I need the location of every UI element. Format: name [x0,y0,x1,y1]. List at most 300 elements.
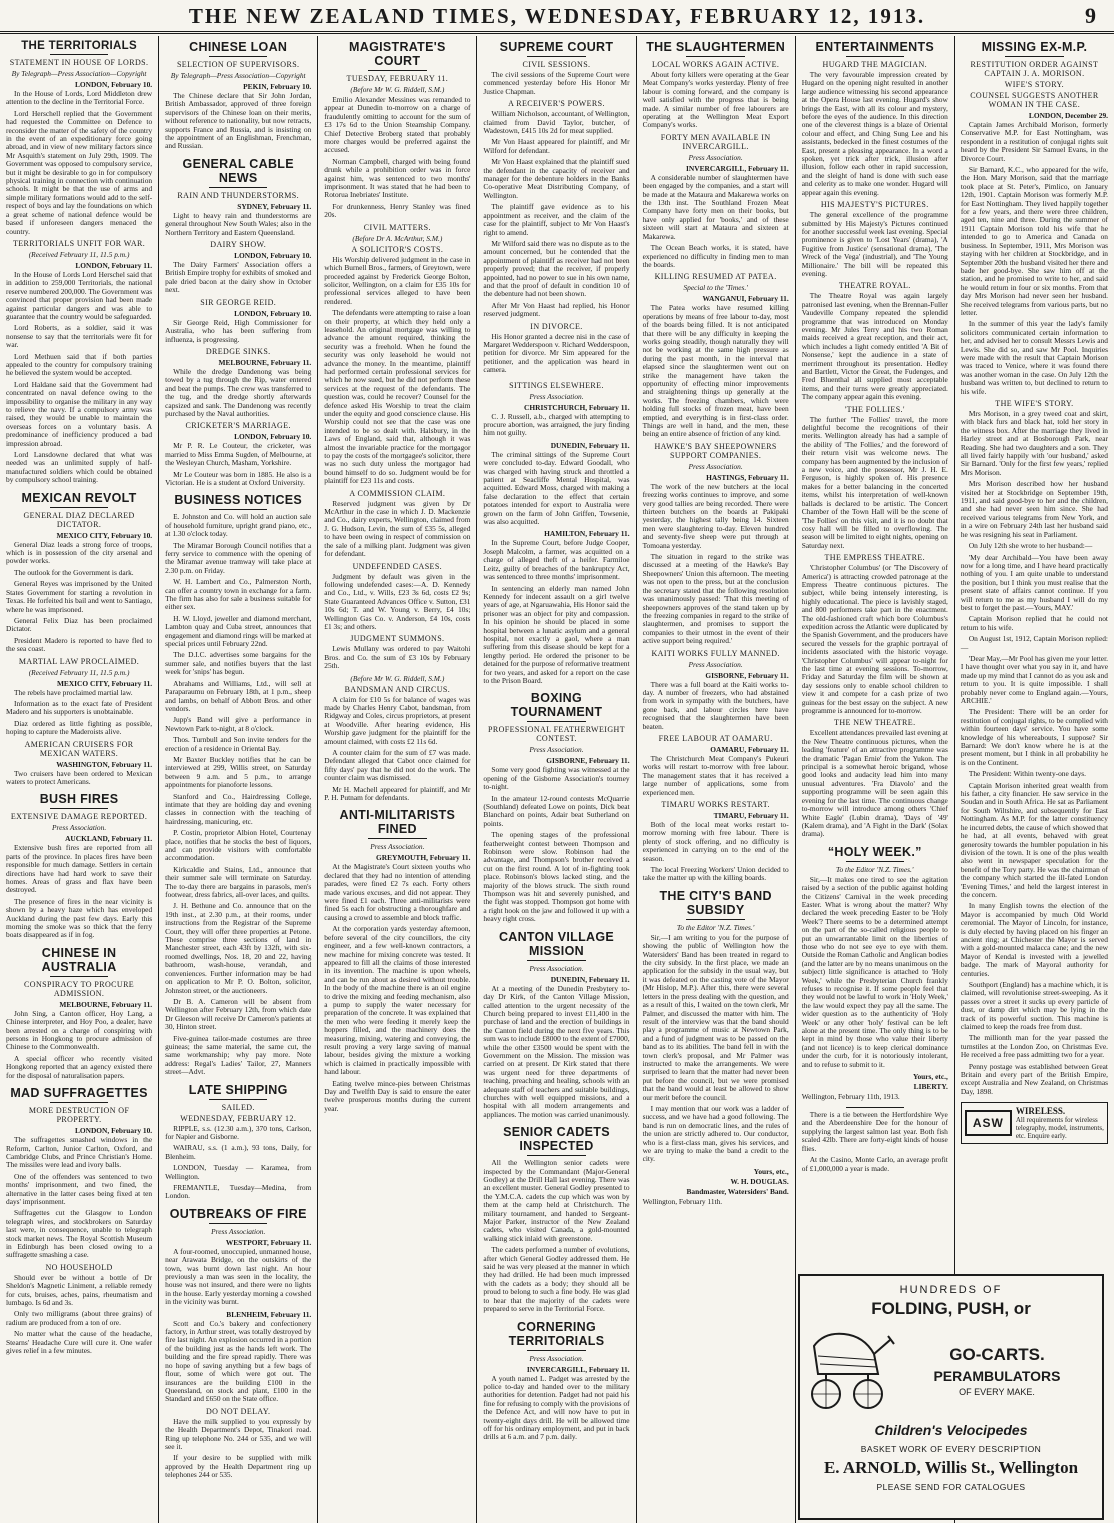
divider [50,976,108,977]
article-outbreaks-of-fire [165,1207,311,1480]
paragraph: Should ever be without a bottle of Dr Sheldon's Magnetic Liniment, a reliable remedy for cuts, bruises, aches, pains, rheumatism and lumbago. Is 6d and 3s. [6,1272,153,1307]
paragraph: Lord Haldane said that the Government had concentrated on naval defence owing to the impossibility to organise the military in any way to relieve the navy. If a compulsory army was raised, they would be unable to maintain the overseas forces on a voluntary basis. A predominance of inefficiency produced a bad impression abroad. [6,379,153,448]
dateline: OAMARU, February 11. [710,744,789,754]
article-chinese-in-australia [6,946,152,1080]
article-supreme-court [483,40,629,375]
article-the-slaughtermen [643,40,789,883]
subheading: MORE DESTRUCTION OF PROPERTY. [28,1106,130,1125]
paragraph: In the Supreme Court, before Judge Cooper, Joseph Malcolm, a farmer, was acquitted on a charge of alleged theft of a heifer. Farmiloe Leitz, guilty of breaches of the bankruptcy Act, was sentenced to three months' imprisonment. [483,538,630,582]
subheading: CRICKETER'S MARRIAGE. [185,421,291,431]
credit: Press Association. [211,1226,266,1236]
dateline: HAMILTON, February 11. [544,529,630,539]
dateline: BLENHEIM, February 11. [226,1309,312,1319]
ad-line-every-make: OF EVERY MAKE. [959,1386,1035,1397]
headline: BUSINESS NOTICES [174,493,303,508]
paragraph: The situation in regard to the strike was discussed at a meeting of the Hawke's Bay Sheepowners' Union this afternoon. The meeting was not open to the press, but at the conclusion the secretary stated that the following resolution was unanimously passed: 'That this meeting of sheepowners approves of the stand taken up by the freezing companies in regard to the strike of slaughtermen, and promises to support the companies to their utmost in the event of their active support being required.' [642,552,789,646]
subheading: HUGARD THE MAGICIAN. [822,60,928,69]
subheading: KAITI WORKS FULLY MANNED. [651,648,780,658]
paragraph: In the amateur 12-round contests McQuarrie (Southland) defeated Lowe on points, Dick beat Blanchard on points, Adair beat Sutherland on points. [483,793,630,828]
dateline: LONDON, February 10. [74,1126,153,1136]
paragraph: After Mr Von Haast had replied, his Honor reserved judgment. [483,300,630,319]
dateline: CHRISTCHURCH, February 11. [524,402,630,412]
headline: OUTBREAKS OF FIRE [169,1206,307,1221]
paragraph: For drunkenness, Henry Stanley was fined 20s. [324,201,471,220]
paragraph: The work of the new butchers at the local freezing works continues to improve, and some very good tallies are being recorded. There were thirteen butchers on the boards at Pakipaki yesterday, the highest tally being 14. Sixteen men were slaughtering to-day. Eleven hundred and seventy-five sheep were put through at Tomoana yesterday. [642,481,789,550]
signature-name: LIBERTY. [913,1082,948,1092]
paragraph: Thos. Turnbull and Son invite tenders for the erection of a residence in Oriental Bay. [165,735,312,753]
ad-line-arnold: E. ARNOLD, Willis St., Wellington [823,1458,1079,1477]
paragraph: C. J. Russell, a.b., charged with attempting to procure abortion, was arraigned, the jury finding him not guilty. [483,411,630,438]
paragraph: At a meeting of the Dunedin Presbytery to-day Dr Kirk, of the Canton Village Mission, called attention to the urgent necessity of the Church being prepared to invest £11,400 in the purchase of land and the erection of buildings in the Canton field during the next five years. This sum was to include £8000 to the extent of £7000, while the other £3500 would be spent with the Government on the Mission. The mission was carried on at present. Dr Kirk stated that there was urgent need for three departments of teaching, preaching and healing, schools with an adequate staff of teachers and suitable buildings, churches with well equipped missions, and a hospital with all modern arrangements and appliances. The motion was carried unanimously. [483,983,630,1119]
paragraph: LONDON, Tuesday — Karamea, from Wellington. [165,1163,312,1181]
subheading: EXTENSIVE DAMAGE REPORTED. [10,812,148,822]
paragraph: Five-guinea tailor-made costumes are three guineas; the same material, the same cut, the same workmanship; why pay more. Note address: Regal's Ladies' Tailor, 27, Manners street—Advt. [165,1033,312,1077]
headline: THE CITY'S BAND SUBSIDY [659,888,772,917]
paragraph: 'My dear Archibald—You have been away now for a long time, and I have heard practically nothing of you. I am quite unable to understand the position, but I think you must realise that the present state of affairs cannot continue. If you will return to me as my husband I will do my best to forget the past.—Yours, MAY.' [960,552,1108,612]
dateline: LONDON, December 29. [1028,111,1108,120]
subheading: WIFE'S STORY. [1004,80,1065,89]
article-canton-village-mission [483,930,629,1120]
subheading: DREDGE SINKS. [205,346,271,356]
ad-middle-row [804,1322,1098,1418]
dateline: LONDON, February 11. [75,260,153,270]
paragraph: The further 'The Follies' travel, the more delightful become the recognitions of their merits. Wellington already has had a sample of the ability of 'The Follies,' and the foreword of their return visit was welcome news. The company has been augmented by the inclusion of a new voice, and the possessor, Mr J. H. E. Ferguson, is highly spoken of. His presence makes for a better balancing in the concerted items, whilst his interpretation of well-known ballads is declared to be artistic. The Concert Chamber of the Town Hall will be the scene of 'The Follies' on this visit, and it is no doubt that cosy hall will be filled to overflowing. The season will be limited to eight nights, opening on Saturday next. [801,414,948,550]
paragraph: Reserved judgment was given by Dr McArthur in the case in which J. D. Mackenzie and Co., dairy experts, Wellington, claimed from J. G. Hudson, Levin, the sum of £35 5s, alleged to have been owing in respect of commission on the sale of a milking plant. Judgment was given for defendant. [324,498,471,559]
article-mad-suffragettes [6,1086,152,1355]
subheading: DO NOT DELAY. [206,1406,271,1416]
subheading: HIS MAJESTY'S PICTURES. [820,200,929,210]
paragraph: Lord Herschell replied that the Government had requested the Committee on Defence to reconsider the matter of the safety of the country in the event of an expeditionary force going abroad, and in view of new military factors since Mr Asquith's statement on July 29th, 1909. The Government was opposed to compulsory service, but it might be desirable to go in for compulsory physical training in connection with continuation schools. It might be that the use of arms and simple military formations would add to the self-respect of boys and lay the foundations on which a great scheme of national defence would be based if unforeseen dangers menaced the country. [6,108,153,236]
column-4 [477,36,636,1523]
subheading: STATEMENT IN HOUSE OF LORDS. [9,58,149,67]
subheading: FREE LABOUR AT OAMARU. [658,733,773,743]
credit: By Telegraph—Press Association—Copyright [170,71,306,80]
paragraph: Mrs Morison, in a grey tweed coat and skirt, with black furs and black hat, told her story in the witness box. After the marriage they lived in Harley street and at Bosborough Park, near Reading. She had two daughters and a son. They all lived fairly happily with 'our husband,' asked Sir Barnard. 'Only for the first few years,' replied Mrs Morison. [960,409,1108,477]
wireless-logo: ASW [965,1110,1012,1136]
paragraph: In sentencing an elderly man named John Kennedy for indecent assault on a girl twelve years of age, at Ngaruawahia, His Honor said the prisoner was an object for pity and compassion. In his opinion he should be placed in some hospital between a lunatic asylum and a general hospital, not exactly a gaol, where a man suffering from this disease should be kept for a lengthy period. He ordered the prisoner to be detained for the purpose of reformative treatment for two years, and asked for a report on the case to the Prison Board. [483,583,630,685]
article-missing-ex-mp [961,40,1108,1096]
subheading: BANDSMAN AND CIRCUS. [344,684,451,694]
divider [209,187,267,188]
dateline: AUCKLAND, February 11. [65,834,153,844]
paragraph: The Miramar Borough Council notifies that a ferry service to commence with the opening of the Miramar avenue tramway will take place at 2.30 p.m. on Friday. [165,540,312,575]
subheading: THE NEW THEATRE. [834,718,916,728]
column-3 [318,36,477,1523]
article-holy-week [802,845,948,1101]
paragraph: The rebels have proclaimed martial law. [14,687,133,697]
headline: “HOLY WEEK.” [827,844,922,859]
subheading: A COMMISSION CLAIM. [349,488,446,498]
paragraph: Two cruisers have been ordered to Mexican waters to protect Americans. [6,768,153,786]
signature-name: W. H. DOUGLAS. [730,1176,789,1186]
subheading: IN DIVORCE. [530,321,583,331]
presiding-note: (Before Dr A. McArthur, S.M.) [352,233,443,243]
paragraph: The local Freezing Workers' Union decided to take the matter up with the killing boards. [642,865,789,883]
paragraph: At the Magistrate's Court sixteen youths who declared that they had no intention of attending parades, were fined £2 7s each. Forty others made various excuses, and did not appear. They were fined £1 each. Three anti-militarists were fined 5s each for obstructing a thoroughfare and causing a crowd to assemble and block traffic. [324,862,471,922]
subheading: THE EMPRESS THEATRE. [824,553,926,563]
paragraph: The presence of fires in the near vicinity is shown by a heavy haze which has enveloped Auckland during the past few days. Early this morning the smoke was so thick that the ferry boats disappeared as if in fog. [6,896,153,940]
paragraph: The defendants were attempting to raise a loan on their property, at which they held only a leasehold. An original mortgage was willing to advance the amount required, thinking the security was a freehold. When he found the security was only leasehold he would not advance the money. In the meantime, plaintiff had performed certain professional services for which he now sued, but he did not perform these services at the request of the defendants. The question was, could he recover? Counsel for the defence asked His Worship to treat the claim under the equity and good conscience clause. His Worship could not see that the case was one intended to be so dealt with. Halsbury, in the Laws of England, said that, although it was almost the invariable practice for the mortgagor to pay the costs of the mortgagee's solicitor, there was no such duty unless the mortgagor had bound himself to do so. Judgment would be for plaintiff for £23 11s and costs. [324,308,471,486]
paragraph: Suffragettes cut the Glasgow to London telegraph wires, and stockbrokers on Saturday last were, in consequence, unable to telegraph stock market news. The Royal Scottish Museum in Edinburgh has been closed owing to a suffragette smashing a case. [6,1208,153,1260]
paragraph: While the dredge Dandenong was being towed by a tug through the Rip, water entered and beat the pumps. The crew was transferred to the tug, and the dredge shortly afterwards capsized and sank. The Dandenong was recently purchased by the Naval authorities. [165,366,312,418]
divider [846,56,904,57]
subheading: AMERICAN CRUISERS FOR MEXICAN WATERS. [24,739,134,758]
paragraph: The Chinese declare that Sir John Jordan, British Ambassador, approved of three foreign supervisors of the Chinese loan on their merits, without reference to nationality, but now retracts, supports France and Russia, and is insisting on the appointment of an Englishman, Frenchman, and Russian. [165,91,312,151]
paragraph: The Patea works have resumed killing operations by means of free labour to-day, most of the boards being filled. It is not anticipated that there will be any difficulty in keeping the works going steadily, though naturally they will not be working at the same high pressure as during the past month, in the interval that elapsed since the slaughtermen went out on strike the management have taken the opportunity of effecting minor improvements and straightening things up generally at the works. The freezing chambers, which were holding full stocks of frozen meat, have been emptied, and everything is in first-class order. Things are well in hand, and the men, these being an entire absence of friction of any kind. [642,303,789,439]
subheading: GENERAL DIAZ DECLARED DICTATOR. [23,510,135,529]
divider [209,56,267,57]
headline: MISSING EX-M.P. [981,40,1088,54]
paragraph: A counter claim for the sum of £7 was made. Defendant alleged that Cabot once claimed for fifty days' pay that he did not do the work. The counter claim was dismissed. [324,748,471,783]
dateline: LONDON, February 10. [74,80,153,89]
paragraph: No matter what the cause of the headache, Stearns' Headache Cure will cure it. One wafer gives relief in a few minutes. [6,1329,153,1356]
headline: CORNERING TERRITORIALS [508,1319,605,1348]
paragraph: The D.I.C. advertises some bargains for the summer sale, and notifies buyers that the last week for 'snips' has begun. [165,650,312,677]
dateline: GISBORNE, February 11. [705,670,789,680]
paragraph: All the Wellington senior cadets were inspected by the Commandant (Major-General Godley) at the Drill Hall last evening. There was an excellent muster. General Godley presented to the Y.M.C.A. cadets the cup which was won by them at the camp held at Christchurch. The military tournament, and handed to Sergeant-Major Parker, instructor of the New Zealand cadets, who visited Canada, a gold-mounted walking stick inlaid with greenstone. [483,1158,630,1243]
paragraph: Mr H. Machell appeared for plaintiff, and Mr P. H. Putnam for defendants. [324,784,471,803]
ad-line-hundreds: HUNDREDS OF [899,1284,1003,1296]
credit: Press Association. [688,659,743,669]
divider [50,507,108,508]
credit: Special to the 'Times.' [683,283,748,293]
dateline: PEKIN, February 10. [243,82,312,91]
paragraph: Jupp's Band will give a performance in Newtown Park to-night, at 8 o'clock. [165,715,312,733]
subheading: TIMARU WORKS RESTART. [661,800,770,809]
perambulator-icon [804,1326,896,1414]
presiding-note: (Before Mr W. G. Riddell, S.M.) [350,85,445,94]
dateline: DUNEDIN, February 11. [550,974,630,984]
headline: BOXING TOURNAMENT [510,691,603,720]
paragraph: Excellent attendances prevailed last evening at the New Theatre continuous pictures, when the leading 'feature' of an attractive programme was the dramatic 'Pagan Ernie' from the Yukon. The principal is a somewhat heroic brigand, whose good looks and audacity lead him into many unusual adventures. 'Fra Diavolo' and the supporting programme will be seen again this evening for the last time. The continuous change to-morrow will introduce among others 'Chief White Eagle' (Lubin drama), 'Days of '49' (Kalem drama), and 'A Fight in the Dark' (Solax drama). [801,728,948,839]
paragraph: A youth named L. Padget was arrested by the police to-day and handed over to the military authorities for detention. Padget had not paid his fine for refusing to comply with the provisions of the Defence Act, and will now have to put in twenty-eight days drill. He will be allowed time off for his ordinary employment, and put in back drills at 6 a.m. and 7 p.m. daily. [483,1373,630,1442]
dateline: INVERCARGILL, February 11. [686,163,789,173]
dateline: MELBOURNE, February 11. [218,357,312,367]
paragraph: Information as to the exact fate of President Madero and his supporters is unobtainable. [6,698,153,717]
subheading: THEATRE ROYAL. [838,281,911,291]
subheading: NO HOUSEHOLD [45,1262,113,1272]
paragraph: The plaintiff gave evidence as to his appointment as receiver, and the claim of the case for the plaintiff, subject to Mr Von Haast's right to amend. [483,202,630,237]
subheading: CONSPIRACY TO PROCURE ADMISSION. [24,979,135,998]
subheading: JUDGMENT SUMMONS. [350,634,445,644]
paragraph: About forty killers were operating at the Gear Meat Company's works yesterday. Plenty of free labour is coming forward, and the company is well satisfied with the progress that is being made. A similar number of free labourers are operating at the Wellington Meat Export Company's works. [642,70,789,130]
paragraph: On July 12th she wrote to her husband:— [968,541,1093,551]
subheading: FORTY MEN AVAILABLE IN INVERCARGILL. [660,132,771,151]
subheading: A SOLICITOR'S COSTS. [351,244,444,254]
subheading: THE WIFE'S STORY. [995,399,1074,408]
letter-date: Wellington, February 11th. [642,1196,723,1206]
arnold-advertisement [798,1274,1104,1520]
paragraph: The cadets performed a number of evolutions, after which General Godley addressed them. He said he was very pleased at the manner in which they had drilled. He had been much impressed with the cadets as a body; they should all be proud to belong to such a fine body. He was glad to hear that the majority of the cadets were prepared to serve in the Territorial Force. [483,1245,630,1314]
subheading: SITTINGS ELSEWHERE. [509,380,604,390]
wireless-body: All requirements for wireless telegraphy, model, instruments, etc. Enquire early. [1015,1116,1104,1141]
dateline: WANGANUI, February 11. [702,294,789,304]
paragraph: The Theatre Royal was again largely patronised last evening, when the Brennan-Fuller Vaudeville Company repeated the splendid programme that was introduced on Monday evening. Mr Jules Terry and his two Roman maids received a great reception, and their act, which includes a light comedy entitled 'A Bit of Nonsense,' kept the audience in a state of merriment throughout its presentation. Hedley and Bartlett, Victor the Great, the Fudenges, and Fred Bluenthal all supplied most acceptable items, and their turns were greatly appreciated. The company appear again this evening. [801,291,948,402]
article-territorials [6,40,152,485]
headline: SENIOR CADETS INSPECTED [503,1125,610,1154]
paragraph: General Reyes was imprisoned by the United States Government for starting a revolution in Texas. He forfeited his bail and went to Santiago, where he was imprisoned. [6,579,153,614]
paragraph: The general excellence of the programme submitted by His Majesty's Pictures continued for another successful week last evening. Special prominence is given to 'Lost Years' (drama), 'A Fugitive from Justice' (sensational drama), 'The Wreck of the Vega' (industrial), and 'The Young Millionaire.' The bill will be repeated this evening. [801,210,948,278]
headline: MAD SUFFRAGETTES [10,1086,148,1101]
paragraph: Mrs Morison described how her husband visited her at Stockbridge on September 19th, 1911, and said good-bye to her and the children, and she had never seen him since. She had received various telegrams from New York, and in a wire on February 24th last her husband said he was resigning his seat in Parliament. [960,479,1108,539]
subheading: SELECTION OF SUPERVISORS. [176,60,300,69]
credit: Press Association. [529,1353,584,1363]
dateline: LONDON, February 10. [234,432,312,442]
credit: By Telegraph—Press Association—Copyright [11,69,147,78]
article-entertainments [802,40,948,839]
masthead [0,0,1114,34]
headline: CHINESE LOAN [189,40,288,54]
paragraph: Have the milk supplied to you expressly by the Health Department's Depot, Tinakori road. Ring up telephone No. 244 or 535, and we will see it. [165,1416,312,1451]
headline: THE TERRITORIALS [21,40,137,52]
paragraph: RIPPLE, s.s. (12.30 a.m.), 370 tons, Carlson, for Napier and Gisborne. [165,1123,312,1141]
paragraph: A four-roomed, unoccupied, unmanned house, near Arawata Bridge, on the outskirts of the town, was burnt down last night. An hour previously a man was seen in the locality, the house was not insured, and there were no lights in the house. Early yesterday morning a cowshed in the vicinity was burnt. [165,1246,312,1307]
paragraph: Sir,—I am writing to you for the purpose of showing the public of Wellington how the Watersiders' Band has been treated in regard to the city subsidy. In the first place, we made an application for the subsidy in the usual way, but it was defeated on the casting vote of the Mayor (Mr Hislop, M.P.). After this, there were several letters in the press dealing with the question, and as a result of this, I waited on the town clerk, Mr Palmer, and discussed the matter with him. The result of the interview was that the band should play a programme of music at Newtown Park, and a fund of judgment was to be passed on the band as to its abilities. The band fell in with the town clerk's proposal, and Mr Palmer was instructed to make the arrangements. We were surprised to learn that the matter had never been put before the council, but we were promised that the band would at least be allowed to show our merit before the council. [642,932,789,1102]
dateline: SYDNEY, February 11. [237,201,312,211]
paragraph: E. Johnston and Co. will hold an auction sale of household furniture, upright grand piano, etc., at 1.30 o'clock today. [165,512,312,539]
paragraph: At the Casino, Monte Carlo, an average profit of £1,000,000 a year is made. [801,1155,948,1173]
paragraph: I may mention that our work was a ladder of success, and we have had a good following. The band is run on democratic lines, and the rules of the union are strictly adhered to. Our conductor, who is a first-class man, gives his services, and we are trying to make the band a credit to the city. [642,1103,789,1164]
paragraph: In many English towns the election of the Mayor is accompanied by much Old World ceremonial. The Mayor of Lincoln, for instance, is duly elected by having placed on his finger an ancient ring; at Chichester the Mayor is served with a gold-mounted malacca cane; and the new Mayor of Kendal is invested with a jewelled badge. The mark of Mayoral authority for centuries. [960,901,1108,978]
paragraph: WAIRAU, s.s. (1 a.m.), 93 tons, Daily, for Blenheim. [165,1143,312,1161]
dateline: MEXICO CITY, February 10. [56,530,153,540]
paragraph: Emilio Alexander Messines was remanded to appear at Dunedin to-morrow on a charge of fraudulently omitting to account for the sum of £3 17s 6d to the Union Steamship Company. Chief Detective Broberg stated that probably more charges would be preferred against the accused. [324,95,471,155]
credit: Press Association. [370,842,425,852]
paragraph: Captain James Archibald Morison, formerly Conservative M.P. for East Nottingham, was respondent in a restitution of conjugal rights suit heard by the President Sir Samuel Evans, in the Divorce Court. [960,120,1108,163]
subheading: RAIN AND THUNDERSTORMS. [177,190,299,200]
paragraph: Extensive bush fires are reported from all parts of the province. In places fires have been responsible for much damage. Settlers in certain directions have had hard work to save their homes. Areas of grass and flax have been destroyed. [6,843,153,895]
article-anti-militarists-fined [324,808,470,1113]
credit: Press Association. [688,461,743,471]
paragraph: A special officer who recently visited Hongkong reported that an agency existed there for the disposal of naturalisation papers. [6,1053,153,1080]
divider [368,838,426,839]
headline: LATE SHIPPING [188,1082,288,1097]
paragraph: William Nicholson, accountant, of Wellington, claimed from David Taylor, butcher, of Wadestown, £415 10s 2d for meat supplied. [483,109,630,136]
headline: ANTI-MILITARISTS FINED [339,808,456,837]
divider [846,1107,904,1108]
letter-date: Wellington, February 11th, 1913. [801,1092,900,1102]
paragraph: Captain Morison inherited great wealth from his father, a city financier. He saw service in the Soudan and in South Africa. He sat as Parliament for South Wiltshire, and subsequently for East Nottingham. As M.P. for the latter constituency he incurred debts, the cause of which showed that he had, at all events, behaved with great generosity towards the humbler population in his division of the town. It is one of the plus wealth also went in newspaper speculation for the benefit of the Tory party. He was the chairman of the company which started the ill-fated London 'Evening Times,' and held the largest interest in the concern. [960,780,1108,899]
paragraph: Lewis Mullany was ordered to pay Waitohi Bros. and Co. the sum of £3 10s by February 25th. [324,644,471,671]
paragraph: Stanford and Co., Hairdressing College, intimate that they are holding day and evening classes in connection with the teaching of hairdressing, manicuring, etc. [165,791,312,826]
paragraph: One of the offenders was sentenced to two months' imprisonment, and two fined, the alternative in the latter cases being fixed at ten days' imprisonment. [6,1171,153,1206]
paragraph: Norman Campbell, charged with being found drunk while a prohibition order was in force against him, was sentenced to two months' imprisonment. It was stated that he had been to Rotorua Inebriates' Institute. [324,156,471,200]
page-number: 9 [1085,3,1096,28]
paragraph: There was a full board at the Kaiti works to-day. A number of freezers, who had abstained from work in sympathy with the butchers, have gone back, and labour circles here have recognised that the slaughtermen have been beaten. [642,679,789,731]
credit: Press Association. [529,963,584,973]
headline: SUPREME COURT [499,40,614,54]
paragraph: Sir Barnard, K.C., who appeared for the wife, the Hon. Mary Morison, said that the marriage took place at St. Peter's, Pimlico, on January 12th, 1901. Captain Morison was formerly M.P. for East Nottingham. They lived happily together for a few years, and there were three children, aged ten, nine and three. During the summer of 1911 Captain Morison told his wife that he intended to go to America and Canada on business. In September, 1911, Mrs Morison was staying with her children at Stockbridge, and in September 20th the husband visited her there and bade her good-bye. She saw him off at the station, and he promised to write to her, and said he would return in four or six months. From that day Mrs Morison had never seen her husband. She received telegrams from various parts, but no letter. [960,165,1108,317]
article-late-shipping [165,1083,311,1201]
headline: CHINESE IN AUSTRALIA [41,945,117,974]
subheading: SIR GEORGE REID. [200,297,277,307]
divider [527,960,585,961]
subheading: A RECEIVER'S POWERS. [508,99,605,109]
credit: Press Association. [529,391,584,401]
divider [527,1155,585,1156]
divider [209,509,267,510]
divider [50,808,108,809]
article-mexican-revolt [6,491,152,787]
paragraph: In the House of Lords, Lord Middleton drew attention to the decline in the Territorial Force. [6,89,153,107]
headline: MAGISTRATE'S COURT [349,40,446,68]
dateline: WASHINGTON, February 11. [56,759,153,769]
subheading: HAWKE'S BAY SHEEPOWNERS SUPPORT COMPANIES. [654,441,777,460]
paragraph: His Honor granted a decree nisi in the case of Margaret Wedderspoon v. Richard Wedderspoon, petition for divorce. Mr Sim appeared for the petitioner, and the application was heard in camera. [483,331,630,375]
paragraph: The President: Within twenty-one days. [968,769,1087,779]
signoff: Yours, etc., [753,1166,789,1176]
paragraph: General Felix Diaz has been proclaimed Dictator. [6,615,153,634]
paragraph: Kirkcaldie and Stains, Ltd., announce that their summer sale will terminate on Saturday. The to-day there are bargains in parasols, men's footwear, dress fabrics, all-over laces, and quilts. [165,864,312,900]
received-note: (Received February 11, 11.5 p.m.) [28,249,130,259]
paragraph: FREMANTLE, Tuesday—Medina, from London. [165,1183,312,1201]
dateline: LONDON, February 10. [234,308,312,318]
divider [527,721,585,722]
subheading: DAIRY SHOW. [210,240,267,250]
subheading: MARTIAL LAW PROCLAIMED. [18,656,140,666]
salutation: To the Editor 'N.Z. Times.' [676,922,755,932]
dateline: GREYMOUTH, February 11. [375,853,471,863]
paragraph: The Christchurch Meat Company's Pukeuri works will restart to-morrow with free labour. The management states that it has received a large number of applications, some from experienced men. [642,753,789,797]
article-chinese-loan [165,40,311,151]
presiding-note: (Before Mr W. G. Riddell, S.M.) [350,673,445,683]
divider [209,1223,267,1224]
paragraph: Judgment by default was given in the following undefended cases:—A. D. Kennedy and Co., Ltd., v. Wills, £23 3s 6d, costs £2 9s; State Guaranteed Advances Office v. Sutton, £31 10s 6d; T. and W. Young v. Berry, £4 10s; Wellington Gas Co. v. Anderson, £4 10s, costs £1 3s; and others. [324,571,471,631]
dateline: MEXICO CITY, February 11. [56,678,153,688]
dateline: HASTINGS, February 11. [706,472,789,482]
paragraph: Abrahams and Williams, Ltd., will sell at Paraparaumu on February 18th, at 1 p.m., sheep and lambs, on behalf of Abbott Bros. and other vendors. [165,678,312,713]
paragraph: Mr Wilford said there was no dispute as to the amount concerned, but he contended that the appointment of plaintiff as receiver had not been properly proved; that the receiver, if properly appointed, had no power to sue in his own name, and that the proof of default in condition 10 of the debenture had not been shown. [483,238,630,299]
ad-line-basket-work: BASKET WORK OF EVERY DESCRIPTION [860,1444,1042,1454]
paragraph: J. H. Bethune and Co. announce that on the 19th inst., at 2.30 p.m., at their rooms, under instructions from the Registrar of the Supreme Court, they will offer three properties at Petone. These comprise three sections of land in Manchester street, each 43ft by 132ft, with six-roomed dwellings, Nos. 18, 20 and 22, having bathroom, wash-house, verandah, and conveniences. Further information may be had on application to Mr P. O. Bolton, solicitor, Johnston street, or the auctioneers. [165,901,312,995]
article-magistrates-court [324,40,470,802]
paragraph: Sir George Reid, High Commissioner for Australia, who has been suffering from influenza, is progressing. [165,317,312,344]
ad-line-gocarts: GO-CARTS. [949,1344,1045,1364]
headline: CANTON VILLAGE MISSION [498,929,615,958]
subheading: UNDEFENDED CASES. [352,561,443,571]
subheading: PROFESSIONAL FEATHERWEIGHT CONTEST. [487,725,625,744]
subheading: SAILED. [221,1102,255,1112]
subheading: CIVIL SESSIONS. [522,60,591,69]
paragraph: Mr Von Haast explained that the plaintiff sued the defendant in the capacity of receiver and manager for the debenture holders in the Banks Co-operative Meat Distributing Company, of Wellington. [483,157,630,200]
article-sittings-elsewhere [483,381,629,686]
divider [527,1350,585,1351]
signoff: Yours, etc., [912,1072,948,1082]
paragraph: The Dairy Farmers' Association offers a British Empire trophy for exhibits of smoked and pale dried bacon at the dairy show in October next. [165,260,312,295]
paragraph: John Sing, a Canton officer, Hoy Lang, a Chinese interpreter, and Hoy Poo, a dealer, have been arrested on a charge of conspiring with persons in Hongkong to procure admission of Chinese to the Commonwealth. [6,1008,153,1052]
dateline: WESTPORT, February 11. [225,1237,312,1247]
paragraph: In the summer of this year the lady's family solicitors communicated certain information to her, and advised her to consult Messrs Lewis and Lewis. She did so, and saw Mr Pool. Inquiries were made with the result that Captain Morison was traced to Venice, where it was found there was another woman in the case. On July 12th the husband was written to, but declined to return to his wife. [960,319,1108,396]
article-general-cable-news [165,157,311,488]
credit: Press Association. [688,152,743,162]
divider [686,919,744,920]
dateline: WEDNESDAY, FEBRUARY 12. [180,1113,297,1123]
dateline: LONDON, February 10. [234,251,312,261]
paragraph: Lord Roberts, as a soldier, said it was nonsense to say that the territorials were fit for war. [6,323,153,350]
paragraph: His Worship delivered judgment in the case in which Burnell Bros., farmers, of Greytown, were proceeded against by Frederick George Bolton, solicitor, Wellington, on a claim for £35 10s for professional services alleged to have been rendered. [324,254,471,306]
article-cornering-territorials [483,1320,629,1442]
paragraph: A considerable number of slaughtermen have been engaged by the companies, and a start will be made at the Mataura and Makarewa works on the 13th inst. The Southland Frozen Meat Company have forty men on their books, but have only applied for 'books,' and of these sixteen will start at Mataura and sixteen at Makarewa. [642,172,789,241]
paragraph: Both of the local meat works restart to-morrow morning with free labour. There is plenty of stock offering, and no difficulty is experienced in carrying on to the end of the season. [642,820,789,863]
headline: MEXICAN REVOLT [21,490,137,505]
subheading: LOCAL WORKS AGAIN ACTIVE. [651,60,780,69]
paragraph: General Diaz leads a strong force of troops, which is in possession of the city arsenal and powder works. [6,539,153,566]
paragraph: P. Costin, proprietor Albion Hotel, Courtenay place, notifies that he stocks the best of liquors, and can provide visitors with comfortable accommodation. [165,828,312,863]
article-business-notices [165,493,311,1076]
ad-line-perambulators: PERAMBULATORS [933,1367,1061,1384]
subheading: TERRITORIALS UNFIT FOR WAR. [12,238,146,248]
headline: GENERAL CABLE NEWS [182,156,294,185]
subheading: RESTITUTION ORDER AGAINST CAPTAIN J. A. MORISON. [970,60,1099,78]
salutation: To the Editor 'N.Z. Times.' [836,864,914,874]
paragraph: Mr Le Couteur was born in 1885. He also is a Victorian. He is a student at Oxford University. [165,469,312,487]
divider [50,1102,108,1103]
wireless-title: WIRELESS. [1015,1106,1066,1117]
subheading: KILLING RESUMED AT PATEA. [654,272,777,282]
paragraph: Mr Von Haast appeared for plaintiff, and Mr Wilford for defendant. [483,137,630,155]
paragraph: Sir,—It makes one tired to see the agitation raised by a section of the public against holding the Citizens' Carnival in the week preceding Easter. What is wrong about the matter? Why declared the week preceding Easter to be 'Holy Week'? There seems to be a determined attempt on the part of the so-called religious people to put an unwarrantable limit on the liberties of those who do not see eye to eye with them. Outside the Roman Catholic and Anglican bodies (and the latter are by no means unanimous on the subject) little significance is attached to 'Holy Week,' while the Presbyterian Church frankly refuses to recognise it. If some people feel that they would not be lawful to work in 'Holy Week,' the law would expect they pay all the same. The wider question as to the authenticity of 'Holy Week' or any other 'holy' festival can be left alone at the present time. The only thing is to be kept in mind by those who value their liberty (and not licence) is to keep clerical dominance under the curb, for it is notoriously intolerant, and to refuse to submit to it. [801,874,948,1069]
paragraph: Lord Lansdowne declared that what was needed was an unlimited supply of half-manufactured soldiers which could be obtained by compulsory school training. [6,450,153,485]
credit: Press Association. [529,745,584,755]
paragraph: There is a tie between the Hertfordshire Wye and the Aberdeenshire Dee for the honour of supplying the largest salmon last year. Both fish scaled 42lb. There are forty-eight kinds of house flies. [801,1110,948,1153]
divider [50,54,108,55]
paragraph: The outlook for the Government is dark. [14,567,134,577]
column-5 [637,36,796,1523]
paragraph: 'Christopher Columbus' (or 'The Discovery of America') is attracting crowded patronage at the Empress Theatre continuous pictures. The subject, while being intensely interesting, is highly educational. The piece is lavishly staged, and 800 performers take part in the enactment. The old-fashioned craft which bore Columbus's expedition across the Atlantic were duplicated by the Spanish Government, and the producers have secured the vessels for the graphic portrayal of incidents associated with the historic voyage. 'Christopher Columbus' will appear to-night for the last time at evening sessions. To-morrow, Friday and Saturday the film will be shown at day sessions only to enable school children to view it and compete for a cash prize of two guineas for the best essay on the subject. A new programme is announced for to-morrow. [801,563,948,716]
paragraph: If your desire to be supplied with milk approved by the Health Department ring up telephones 244 or 535. [165,1453,312,1480]
paragraph: The millionth man for the year passed the turnstiles at the London Zoo, on Christmas Eve. He received a free pass admitting two for a year. [960,1033,1108,1060]
paragraph: Light to heavy rain and thunderstorms are general throughout New South Wales; also in the Northern Territory and Eastern Queensland. [165,210,312,237]
received-note: (Received February 11, 11.5 p.m.) [28,667,130,677]
credit: Press Association. [51,823,107,833]
paragraph: Captain Morison replied that he could not return to his wife. [960,614,1108,632]
dateline: INVERCARGILL, February 11. [526,1364,630,1374]
paragraph: Only two milligrams (about three grains) of radium are produced from a ton of ore. [6,1309,153,1327]
ad-line-folding: FOLDING, PUSH, or [871,1299,1031,1318]
dateline: MELBOURNE, February 11. [59,999,153,1009]
paragraph: Mr P. R. Le Couteur, the cricketer, was married to Miss Emma Sugden, of Melbourne, at the Wesleyan Church, Masham, Yorkshire. [165,441,312,468]
divider [368,70,426,71]
dateline: TUESDAY, FEBRUARY 11. [346,74,449,83]
paragraph: The President: There will be an order for restitution of conjugal rights, to be complied with within fourteen days' service. You have some knowledge of his whereabouts, I suppose? Sir Barnard: We don't know where he is at the present moment, but I think in all probability he is on the Continent. [960,707,1108,767]
ad-line-velocipedes: Children's Velocipedes [874,1422,1028,1438]
paragraph: Southport (England) has a machine which, it is claimed, will revolutionise street-sweeping. As it passes over a street it sucks up every particle of dust, or damp dirt which may be lying in the track of its powerful suction. This machine is claimed to keep the roads free from dust. [960,980,1108,1032]
dateline: TIMARU, February 11. [713,811,789,820]
article-bush-fires [6,792,152,939]
subheading: CIVIL MATTERS. [363,222,431,232]
headline: ENTERTAINMENTS [815,40,935,54]
paragraph: The Ocean Beach works, it is stated, have experienced no difficulty in finding men to man the boards. [642,243,789,269]
subheading: COUNSEL SUGGESTS ANOTHER WOMAN IN THE CASE. [970,91,1099,109]
subheading: 'THE FOLLIES.' [844,404,905,414]
divider [846,861,904,862]
article-senior-cadets-inspected [483,1125,629,1313]
article-boxing-tournament [483,691,629,923]
newspaper-title: THE NEW ZEALAND TIMES, WEDNESDAY, FEBRUARY 12, 1913. [188,4,926,28]
divider [209,1099,267,1100]
paragraph: The suffragettes smashed windows in the Reform, Carlton, Junior Carlton, Oxford, and Cambridge Clubs, and Prince Christian's Home. The missiles were lead and ivory balls. [6,1135,153,1170]
paragraph: Lord Methuen said that if both parties appealed to the country for compulsory training he believed the system would be accepted. [6,351,153,378]
headline: THE SLAUGHTERMEN [646,40,786,54]
paragraph: President Madero is reported to have fled to the sea coast. [6,635,153,654]
divider [527,56,585,57]
wireless-advert [961,1102,1108,1144]
paragraph: Diaz ordered as little fighting as possible, hoping to capture the Maderoists alive. [6,718,153,737]
wireless-advert-text [1016,1106,1104,1140]
paragraph: Some very good fighting was witnessed at the opening of the Gisborne Association's tourney to-night. [483,765,630,792]
paragraph: H. W. Lloyd, jeweller and diamond merchant, Lambton quay and Cuba street, announces that engagement and diamond rings will be marked at special prices until February 22nd. [165,613,312,649]
paragraph: The civil sessions of the Supreme Court were commenced yesterday before His Honor Mr Justice Chapman. [483,70,630,96]
